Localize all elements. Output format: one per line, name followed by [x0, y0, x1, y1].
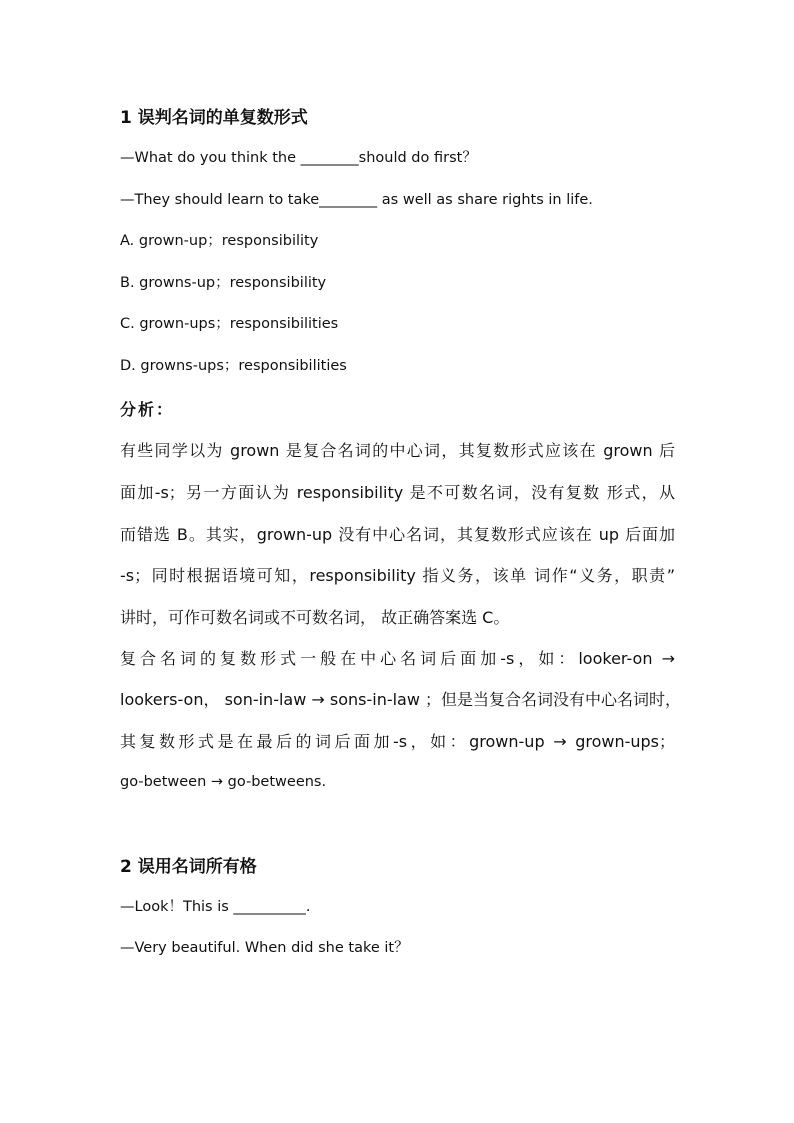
analysis-line-3: 而错选 B。其实，grown-up 没有中心名词，其复数形式应该在 up 后面加 [120, 525, 675, 544]
option-c: C. grown-ups；responsibilities [120, 316, 339, 332]
analysis-line-5: 讲时，可作可数名词或不可数名词， 故正确答案选 C。 [120, 608, 510, 627]
analysis-line-8: 其复数形式是在最后的词后面加-s，如：grown-up → grown-ups； [120, 732, 675, 751]
analysis-line-4: -s；同时根据语境可知，responsibility 指义务，该单 词作“义务，职责” [120, 566, 675, 585]
option-d: D. growns-ups；responsibilities [120, 358, 347, 374]
section-2-question-line-1: —Look！This is __________. [120, 899, 311, 915]
section-1-title: 1 误判名词的单复数形式 [120, 108, 308, 128]
section-2-question-line-2: —Very beautiful. When did she take it？ [120, 940, 409, 956]
analysis-line-9: go-between → go-betweens. [120, 774, 327, 790]
analysis-line-7: lookers-on， son-in-law → sons-in-law ；但是当复合名词没有中心名词时， [120, 690, 682, 709]
analysis-title: 分析： [120, 400, 175, 419]
option-b: B. growns-up；responsibility [120, 275, 327, 291]
question-line-1: —What do you think the ________should do first？ [120, 150, 477, 166]
analysis-line-2: 面加-s；另一方面认为 responsibility 是不可数名词，没有复数 形式，从 [120, 483, 675, 502]
option-a: A. grown-up；responsibility [120, 233, 319, 249]
question-line-2: —They should learn to take________ as well as share rights in life. [120, 192, 593, 208]
analysis-line-6: 复合名词的复数形式一般在中心名词后面加-s，如：looker-on → [120, 649, 675, 668]
analysis-line-1: 有些同学以为 grown 是复合名词的中心词，其复数形式应该在 grown 后 [120, 441, 675, 460]
section-2-title: 2 误用名词所有格 [120, 857, 257, 877]
